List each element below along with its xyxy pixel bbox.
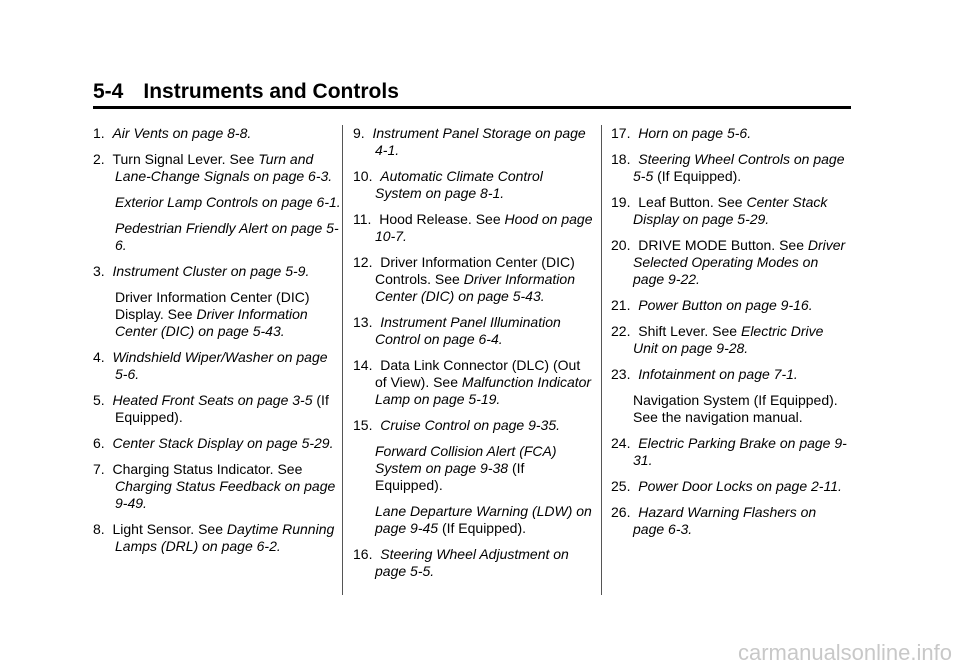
legend-item-number: 26. [611, 504, 639, 520]
page-reference: Driver Selected Operating Modes on page 9-22. [633, 237, 846, 287]
legend-item-number: 14. [353, 357, 381, 373]
legend-item-text: Navigation System (If Equipped). See the navigation manual. [633, 392, 838, 425]
legend-item-number: 10. [353, 168, 381, 184]
legend-item [353, 417, 593, 434]
legend-item [611, 194, 851, 228]
legend-item-number: 9. [353, 125, 373, 141]
legend-item-text: Driver Information Center (DIC) Display. See [115, 289, 310, 322]
page-reference: Hood on page 10-7. [375, 211, 593, 244]
legend-item-text: Shift Lever. See [638, 323, 741, 339]
page-reference: Driver Information Center (DIC) on page 5-43. [115, 306, 308, 339]
legend-item-number: 20. [611, 237, 639, 253]
legend-item [353, 211, 593, 245]
legend-item [611, 435, 851, 469]
legend-item-text: Leaf Button. See [638, 194, 747, 210]
legend-item [611, 125, 851, 142]
column-2 [353, 125, 593, 589]
legend-item [93, 263, 343, 280]
page-reference: Lane Departure Warning (LDW) on page 9-45 [375, 503, 592, 536]
legend-item-text: Light Sensor. See [112, 521, 227, 537]
legend-subitem [611, 392, 851, 426]
legend-item-number: 6. [93, 435, 113, 451]
page-reference: Air Vents on page 8-8. [112, 125, 252, 141]
legend-item [611, 237, 851, 288]
header-rule [93, 106, 851, 109]
legend-item [353, 168, 593, 202]
legend-item-number: 3. [93, 263, 113, 279]
legend-subitem [93, 220, 343, 254]
legend-item-number: 17. [611, 125, 639, 141]
legend-item-text: Turn Signal Lever. See [112, 151, 259, 167]
page-reference: Hazard Warning Flashers on page 6-3. [633, 504, 817, 537]
page-reference: Driver Information Center (DIC) on page 5-43. [375, 271, 575, 304]
legend-item [611, 151, 851, 185]
legend-item-text: Data Link Connector (DLC) (Out of View). See [375, 357, 581, 390]
legend-item [93, 435, 343, 452]
page-reference: Exterior Lamp Controls on page 6-1. [115, 194, 341, 210]
page-reference: Heated Front Seats on page 3-5 [112, 392, 313, 408]
legend-item-number: 23. [611, 366, 639, 382]
legend-item-text: DRIVE MODE Button. See [638, 237, 808, 253]
page-header [93, 78, 851, 106]
legend-item-text: (If Equipped). [653, 168, 742, 184]
page-reference: Daytime Running Lamps (DRL) on page 6-2. [115, 521, 335, 554]
legend-item [353, 254, 593, 305]
legend-item [611, 478, 851, 495]
page-reference: Steering Wheel Controls on page 5-5 [633, 151, 845, 184]
legend-item [611, 366, 851, 383]
legend-item-text: Hood Release. See [379, 211, 505, 227]
legend-item-number: 19. [611, 194, 639, 210]
page-reference: Cruise Control on page 9-35. [380, 417, 561, 433]
legend-item-number: 22. [611, 323, 639, 339]
page-reference: Power Door Locks on page 2-11. [638, 478, 842, 494]
page-reference: Turn and Lane-Change Signals on page 6-3. [115, 151, 333, 184]
legend-item [93, 461, 343, 512]
page-reference: Instrument Panel Illumination Control on page 6-4. [375, 314, 561, 347]
legend-item-number: 15. [353, 417, 381, 433]
legend-item [353, 314, 593, 348]
legend-item-number: 11. [353, 211, 380, 227]
page-reference: Power Button on page 9-16. [638, 297, 813, 313]
watermark: carmanualsonline.info [737, 640, 952, 665]
page-reference: Electric Drive Unit on page 9-28. [633, 323, 824, 356]
legend-item-number: 13. [353, 314, 381, 330]
column-3 [611, 125, 851, 547]
legend-item-text: Charging Status Indicator. See [112, 461, 303, 477]
legend-item-number: 18. [611, 151, 639, 167]
page-reference: Steering Wheel Adjustment on page 5-5. [375, 546, 569, 579]
legend-subitem [353, 503, 593, 537]
page-reference: Electric Parking Brake on page 9-31. [633, 435, 847, 468]
legend-item-number: 1. [93, 125, 113, 141]
legend-item [93, 349, 343, 383]
page-reference: Charging Status Feedback on page 9-49. [115, 478, 336, 511]
page-title: Instruments and Controls [143, 80, 399, 103]
legend-item-number: 12. [353, 254, 381, 270]
legend-item [611, 504, 851, 538]
legend-subitem [93, 194, 343, 211]
legend-item [611, 323, 851, 357]
legend-subitem [353, 443, 593, 494]
legend-item-number: 5. [93, 392, 113, 408]
legend-item-number: 4. [93, 349, 113, 365]
legend-item-text: (If Equipped). [375, 460, 525, 493]
legend-item [93, 151, 343, 185]
page-reference: Pedestrian Friendly Alert on page 5-6. [115, 220, 339, 253]
page-reference: Malfunction Indicator Lamp on page 5-19. [375, 374, 592, 407]
page-number: 5-4 [93, 80, 124, 103]
page-reference: Instrument Cluster on page 5-9. [112, 263, 310, 279]
legend-item [93, 392, 343, 426]
page-reference: Instrument Panel Storage on page 4-1. [372, 125, 586, 158]
legend-item-text: (If Equipped). [438, 520, 526, 536]
legend-item-number: 8. [93, 521, 113, 537]
legend-item [353, 357, 593, 408]
legend-item-number: 24. [611, 435, 639, 451]
legend-item [93, 125, 343, 142]
legend-item-number: 2. [93, 151, 113, 167]
legend-item [353, 125, 593, 159]
page-reference: Center Stack Display on page 5-29. [633, 194, 828, 227]
column-divider [601, 125, 602, 595]
legend-item-text: Driver Information Center (DIC) Controls. See [375, 254, 575, 287]
page-reference: Horn on page 5-6. [638, 125, 752, 141]
legend-subitem [93, 289, 343, 340]
legend-item-number: 7. [93, 461, 113, 477]
legend-item [353, 546, 593, 580]
legend-item-number: 16. [353, 546, 381, 562]
legend-item-number: 25. [611, 478, 639, 494]
page-reference: Windshield Wiper/Washer on page 5-6. [112, 349, 328, 382]
page-reference: Center Stack Display on page 5-29. [112, 435, 334, 451]
page-reference: Infotainment on page 7-1. [638, 366, 798, 382]
column-1 [93, 125, 343, 564]
legend-item [611, 297, 851, 314]
page-reference: Forward Collision Alert (FCA) System on page 9-38 [375, 443, 557, 476]
legend-item [93, 521, 343, 555]
page-reference: Automatic Climate Control System on page 8-1. [375, 168, 543, 201]
legend-item-text: (If Equipped). [115, 392, 329, 425]
legend-item-number: 21. [611, 297, 639, 313]
